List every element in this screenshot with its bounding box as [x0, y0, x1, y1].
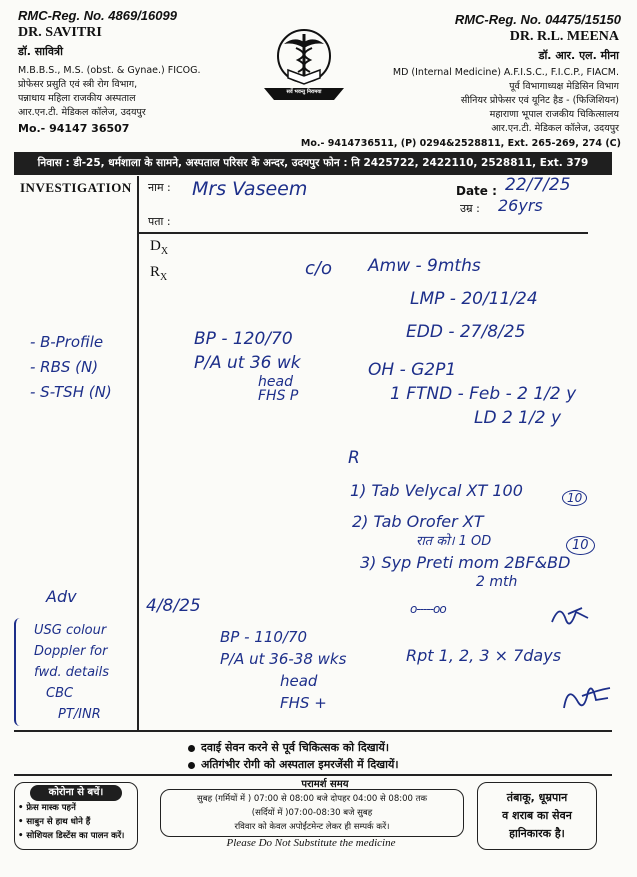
investigation-line: - RBS (N): [30, 358, 99, 376]
left-doctor-name-hindi: डॉ. सावित्री: [18, 45, 63, 58]
rx-mark-handwritten: R: [348, 448, 360, 468]
history-line: Amw - 9mths: [368, 256, 481, 276]
notice-item: दवाई सेवन करने से पूर्व चिकित्सक को दिखायें।: [188, 739, 399, 756]
date-handwritten: 22/7/25: [505, 175, 571, 195]
corona-list: [15, 801, 137, 843]
left-reg-number: RMC-Reg. No. 4869/16099: [18, 8, 177, 23]
left-doctor-qualifications: [18, 64, 201, 120]
medication-list: [350, 478, 570, 589]
vitals-line: FHS P: [258, 388, 299, 404]
timing-box: [160, 789, 464, 837]
investigation-line: - B-Profile: [30, 333, 104, 351]
investigation-label: INVESTIGATION: [20, 180, 132, 195]
obs-line: LD 2 1/2 y: [474, 408, 562, 428]
signature-mark: [548, 600, 594, 634]
age-label: उम्र :: [460, 202, 480, 215]
body-bottom-rule: [14, 730, 612, 732]
patient-name-handwritten: Mrs Vaseem: [192, 178, 308, 200]
investigation-divider: [137, 176, 139, 730]
corona-item: • साबुन से हाथ धोने हैं: [18, 817, 91, 827]
medication-marks: o-----oo: [410, 602, 446, 616]
corona-title: कोरोना से बचें।: [30, 785, 122, 801]
tobacco-warning: [478, 783, 596, 843]
medication-line: 2 mth: [476, 574, 518, 590]
history-notes: [368, 250, 538, 349]
left-qual-line: प्रोफेसर प्रसुति एवं स्त्री रोग विभाग,: [18, 79, 138, 90]
right-reg-number: RMC-Reg. No. 04475/15150: [454, 12, 621, 27]
timing-lines: [161, 790, 463, 834]
right-qual-line: महाराणा भूपाल राजकीय चिकित्सालय: [489, 109, 619, 120]
right-doctor-name: DR. R.L. MEENA: [509, 29, 619, 44]
footer-note: Please Do Not Substitute the medicine: [226, 837, 396, 849]
left-doctor-name: DR. SAVITRI: [18, 25, 102, 40]
advice-line: Doppler for: [34, 644, 108, 659]
med-count-1: 10: [562, 490, 587, 506]
timing-line: सुबह (गर्मियों में ) 07:00 से 08:00 बजे दोपहर 04:00 से 08:00 तक: [197, 794, 427, 804]
vitals-line: P/A ut 36 wk: [194, 353, 301, 373]
notice-item: अतिगंभीर रोगी को अस्पताल इमरजेंसी में दिखायें।: [188, 756, 399, 773]
repeat-instruction: Rpt 1, 2, 3 × 7days: [406, 646, 562, 665]
rx-symbol: $R_X$: [150, 264, 168, 283]
timing-line: रविवार को केवल अपोईंटमेन्ट लेकर ही सम्पर्क करें।: [234, 822, 390, 832]
left-qual-line: M.B.B.S., M.S. (obst. & Gynae.) FICOG.: [18, 65, 201, 76]
obs-line: OH - G2P1: [368, 360, 457, 380]
name-label: नाम :: [148, 181, 171, 194]
advice-line: fwd. details: [34, 665, 110, 680]
tobacco-line: हानिकारक है।: [509, 827, 565, 840]
logo-motto: सर्वे भवन्तु निरामया: [286, 89, 322, 95]
investigation-notes: [30, 330, 112, 405]
age-handwritten: 26yrs: [498, 196, 543, 215]
advice-line: USG colour: [34, 623, 107, 638]
vitals-line: head: [258, 374, 293, 390]
vitals-notes: [194, 327, 301, 403]
medication-line: 2) Tab Orofer XT: [352, 512, 484, 531]
tobacco-line: व शराब का सेवन: [502, 809, 572, 822]
tobacco-line: तंबाकू, धूम्रपान: [506, 791, 568, 804]
corona-box: [14, 782, 138, 850]
date-label: Date :: [456, 184, 497, 198]
timing-title: परामर्श समय: [301, 779, 349, 790]
history-line: EDD - 27/8/25: [406, 322, 526, 342]
obstetric-history: [368, 358, 576, 430]
corona-item: • सोशियल डिस्टेंस का पालन करें।: [18, 831, 125, 841]
right-doctor-name-hindi: डॉ. आर. एल. मीना: [538, 49, 619, 62]
medication-line: रात को। 1 OD: [416, 534, 492, 549]
investigation-line: - S-TSH (N): [30, 383, 112, 401]
followup-date: 4/8/25: [146, 596, 201, 616]
form-header-rule: [138, 232, 588, 234]
history-line: LMP - 20/11/24: [410, 289, 538, 309]
corona-item: • फ्रेस मास्क पहनें: [18, 803, 76, 813]
dx-symbol: $D_X$: [150, 238, 169, 257]
med-count-2: 10: [566, 536, 595, 555]
advice-bracket: [14, 618, 26, 726]
followup-line: FHS +: [280, 694, 327, 712]
left-qual-line: पन्नाधाय महिला राजकीय अस्पताल: [18, 93, 136, 104]
complaint-co: c/o: [305, 258, 332, 279]
right-qual-line: सीनियर प्रोफेसर एवं यूनिट हैड - (फिजिशियन): [460, 95, 619, 106]
right-doctor-mobile: Mo.- 9414736511, (P) 0294&2528811, Ext. 265-269, 274 (C): [300, 138, 621, 149]
notices: [188, 739, 399, 773]
doctor-signature: [558, 678, 616, 720]
advice-line: PT/INR: [58, 707, 101, 722]
advice-heading: Adv: [46, 587, 77, 606]
followup-line: BP - 110/70: [220, 628, 308, 646]
left-doctor-mobile: Mo.- 94147 36507: [18, 122, 130, 135]
right-qual-line: MD (Internal Medicine) A.F.I.S.C., F.I.C.P., FIACM.: [392, 67, 619, 78]
timing-line: (सर्दियों में )07:00-08:30 बजे सुबह: [251, 808, 373, 818]
medication-line: 3) Syp Preti mom 2BF&BD: [360, 553, 571, 572]
followup-line: P/A ut 36-38 wks: [220, 650, 347, 668]
right-qual-line: पूर्व विभागाध्यक्ष मेडिसिन विभाग: [509, 81, 619, 92]
medication-line: 1) Tab Velycal XT 100: [350, 481, 523, 500]
advice-list: [34, 620, 109, 725]
right-doctor-qualifications: [393, 66, 619, 136]
address-label: पता :: [148, 215, 171, 228]
vitals-line: BP - 120/70: [194, 329, 293, 349]
left-qual-line: आर.एन.टी. मेडिकल कॉलेज, उदयपुर: [18, 107, 146, 118]
followup-line: head: [280, 672, 318, 690]
followup-vitals: [220, 626, 346, 714]
obs-line: 1 FTND - Feb - 2 1/2 y: [390, 384, 577, 404]
advice-line: CBC: [46, 686, 74, 701]
address-band: निवास : डी-25, धर्मशाला के सामने, अस्पताल परिसर के अन्दर, उदयपुर फोन : नि 2425722, 2422110, 2528811, Ext. 379: [14, 152, 612, 175]
tobacco-warning-box: [477, 782, 597, 850]
right-qual-line: आर.एन.टी. मेडिकल कॉलेज, उदयपुर: [491, 123, 619, 134]
